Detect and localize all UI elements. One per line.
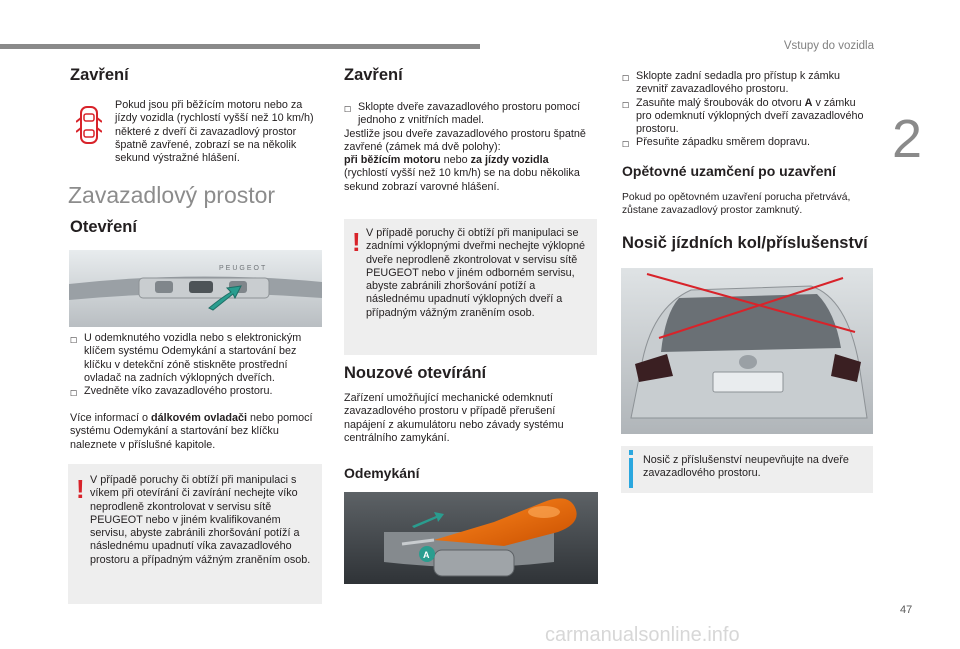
point-a-label: A [423, 550, 430, 560]
header-rule [0, 44, 480, 49]
relock-heading: Opětovné uzamčení po uzavření [622, 163, 836, 179]
trunk-warning-text: V případě poruchy či obtíží při manipulaci s víkem při otevírání či zavírání nechejte víko neprodleně zkontrolovat v servisu sítě PEUGEOT nebo v jiném kvalifikovaném servisu, abyste zabránili zhoršování potíží a následnému upadnutí víka zavazadlového prostoru a případným vážným zraněním osob. [90, 474, 311, 566]
watermark: carmanualsonline.info [545, 624, 740, 646]
chapter-number: 2 [892, 109, 923, 169]
open-heading: Otevření [70, 218, 137, 236]
bike-rack-info-text: Nosič z příslušenství neupevňujte na dveře zavazadlového prostoru. [643, 454, 849, 480]
info-icon [629, 458, 633, 488]
unlock-heading: Odemykání [344, 465, 420, 481]
emergency-text: Zařízení umožňující mechanické odemknutí zavazadlového prostoru v případě přerušení napájení z akumulátoru nebo závady systému centrálního zamykání. [344, 392, 564, 444]
car-open-doors-icon [76, 104, 102, 146]
warning-icon: ! [76, 474, 85, 504]
lock-release-figure [344, 492, 598, 584]
list-item: ☐ Zvedněte víko zavazadlového prostoru. [70, 385, 273, 399]
close-instructions: ☐ Sklopte dveře zavazadlového prostoru pomocí jednoho z vnitřních madel. Jestliže jsou dveře zavazadlového prostoru špatně zavřené (zámek má dvě polohy): při běžícím motoru nebo za jízdy vozidla (rychlostí vyšší než 10 km/h) se na dobu několika sekund zobrazí varovné hlášení. [344, 101, 594, 194]
list-item: ☐ Zasuňte malý šroubovák do otvoru A v zámku pro odemknutí výklopných dveří zavazadlového prostoru. [622, 96, 864, 136]
emergency-heading: Nouzové otevírání [344, 364, 487, 382]
door-warning-text: Pokud jsou při běžícím motoru nebo za jízdy vozidla (rychlostí vyšší než 10 km/h) některé z dveří či zavazadlový prostor špatně zavřené, zobrazí se na několik sekund výstražné hlášení. [115, 99, 314, 165]
tailgate-warning-text: V případě poruchy či obtíží při manipulaci se zadními výklopnými dveřmi nechejte výklopné dveře neprodleně zkontrolovat v servisu sítě PEUGEOT nebo v jiném odborném servisu, abyste zabránili zhoršování potíží a následnému upadnutí výklopných dveří a případným vážným zraněním osob. [366, 227, 586, 319]
bike-rack-forbidden-figure [621, 268, 873, 434]
trunk-section-title: Zavazadlový prostor [68, 182, 276, 208]
page-number: 47 [900, 604, 913, 616]
list-item: ☐ Sklopte zadní sedadla pro přístup k zámku zevnitř zavazadlového prostoru. [622, 70, 841, 96]
trunk-warning-box [68, 464, 322, 604]
bike-rack-heading: Nosič jízdních kol/příslušenství [622, 234, 868, 252]
tailgate-button-figure [69, 250, 322, 327]
list-item: ☐ U odemknutého vozidla nebo s elektronickým klíčem systému Odemykání a startování bez klíčku v detekční zóně stiskněte prostřední ovladač na zadních výklopných dveřích. [70, 332, 302, 384]
close-heading-2: Zavření [344, 66, 403, 84]
section-label: Vstupy do vozidla [783, 40, 874, 52]
more-info-text: Více informací o dálkovém ovladači nebo pomocí systému Odemykání a startování bez klíčku naleznete v příslušné kapitole. [70, 412, 313, 451]
bike-rack-info-box [621, 446, 873, 493]
tailgate-warning-box [344, 219, 597, 355]
unlock-steps [622, 70, 872, 152]
open-bullets [70, 332, 320, 400]
list-item: ☐ Sklopte dveře zavazadlového prostoru pomocí jednoho z vnitřních madel. [344, 101, 581, 127]
relock-text: Pokud po opětovném uzavření porucha přetrvává, zůstane zavazadlový prostor zamknutý. [622, 192, 851, 217]
close-heading: Zavření [70, 66, 129, 84]
list-item: ☐ Přesuňte západku směrem dopravu. [622, 136, 811, 150]
peugeot-badge: PEUGEOT [219, 265, 268, 272]
warning-icon: ! [352, 227, 361, 257]
